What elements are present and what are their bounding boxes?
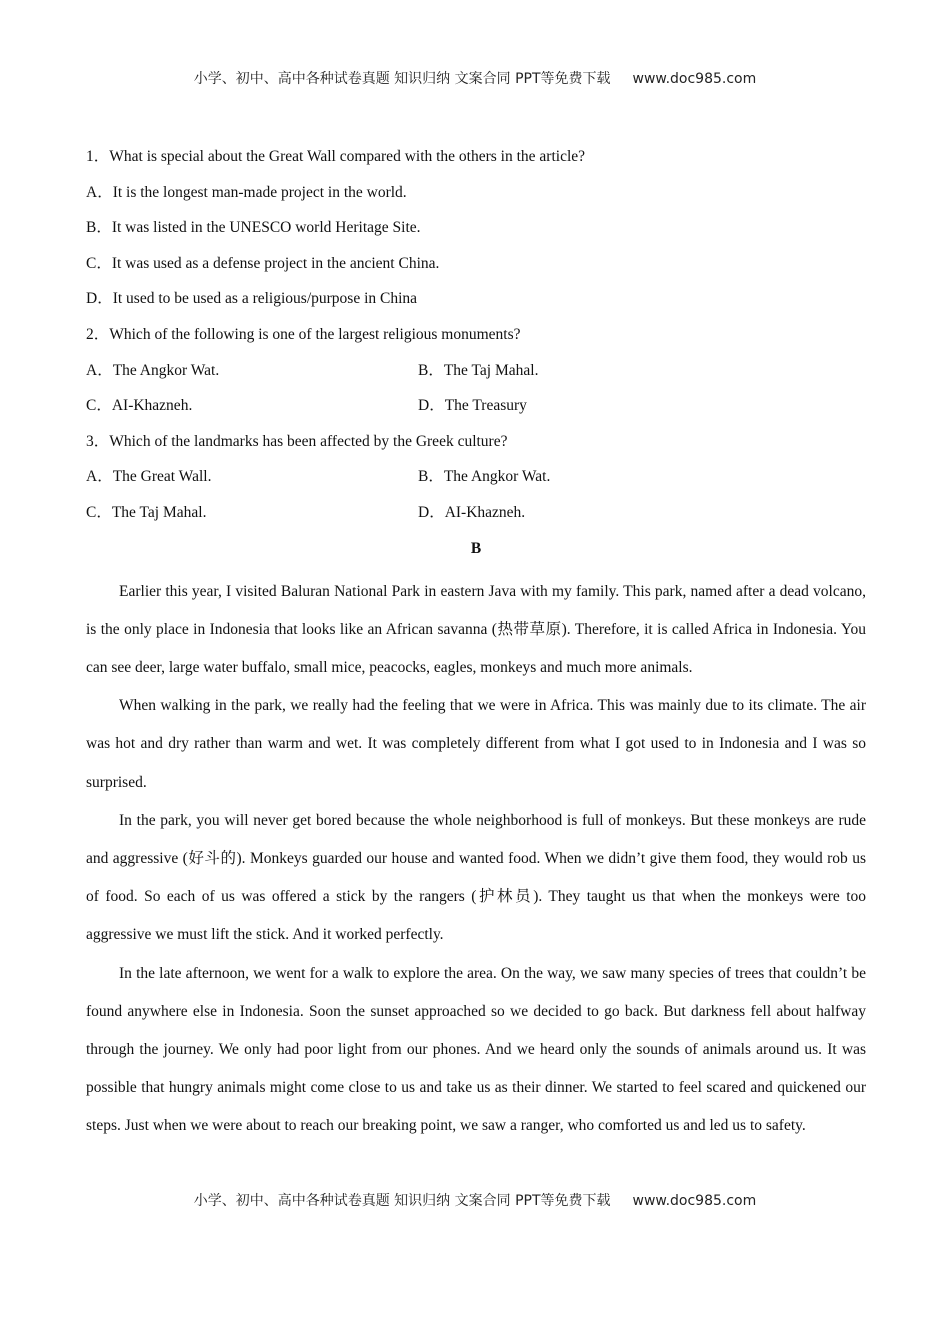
question-2-option-c: C．AI-Khazneh. — [86, 397, 193, 415]
page-content — [86, 145, 866, 1146]
passage-paragraph-2: When walking in the park, we really had the feeling that we were in Africa. This was mainly due to its climate. The air was hot and dry rather than warm and wet. It was completely different from what I got used to in Indonesia and I was so surprised. — [86, 697, 866, 791]
header-site-link[interactable]: www.doc985.com — [632, 71, 757, 87]
page-header — [0, 68, 950, 88]
question-3-stem: 3．Which of the landmarks has been affected by the Greek culture? — [86, 432, 508, 450]
passage-paragraph-4: In the late afternoon, we went for a walk to explore the area. On the way, we saw many species of trees that couldn’t be found anywhere else in Indonesia. Soon the sunset approached so we decided to go back. But darkness fell about halfway through the journey. We only had poor light from our phones. And we heard only the sounds of animals around us. It was possible that hungry animals might come close to us and take us as their dinner. We started to feel scared and quickened our steps. Just when we were about to reach our breaking point, we saw a ranger, who comforted us and led us to safety. — [86, 964, 866, 1135]
page-footer — [0, 1190, 950, 1210]
question-2-options-row-1 — [86, 359, 866, 395]
question-1-option-a: A．It is the longest man-made project in the world. — [86, 183, 407, 201]
question-1-stem: 1．What is special about the Great Wall compared with the others in the article? — [86, 148, 586, 165]
question-2-option-d: D．The Treasury — [418, 397, 527, 415]
passage-paragraph-3: In the park, you will never get bored because the whole neighborhood is full of monkeys. But these monkeys are rude and aggressive (好斗的). Monkeys guarded our house and wanted food. When we didn’t give them food, they would rob us of food. So each of us was offered a stick by the rangers (护林员). They taught us that when the monkeys were too aggressive we must lift the stick. And it worked perfectly. — [86, 811, 866, 944]
question-3-option-a: A．The Great Wall. — [86, 468, 212, 486]
question-2-option-b: B．The Taj Mahal. — [418, 361, 539, 379]
passage — [86, 573, 866, 1146]
question-3-option-c: C．The Taj Mahal. — [86, 503, 207, 521]
question-2-options-row-2 — [86, 394, 866, 430]
passage-paragraph-1: Earlier this year, I visited Baluran National Park in eastern Java with my family. This park, named after a dead volcano, is the only place in Indonesia that looks like an African savanna (热带草原). Therefore, it is called Africa in Indonesia. You can see deer, large water buffalo, small mice, peacocks, eagles, monkeys and much more animals. — [86, 582, 866, 676]
header-text: 小学、初中、高中各种试卷真题 知识归纳 文案合同 PPT等免费下载 — [193, 71, 611, 87]
footer-text: 小学、初中、高中各种试卷真题 知识归纳 文案合同 PPT等免费下载 — [193, 1193, 611, 1209]
question-3-option-d: D．AI-Khazneh. — [418, 503, 526, 521]
question-2-stem: 2．Which of the following is one of the largest religious monuments? — [86, 325, 521, 343]
question-2-option-a: A．The Angkor Wat. — [86, 361, 220, 379]
question-3-options-row-2 — [86, 501, 866, 537]
question-1-option-b: B．It was listed in the UNESCO world Heritage Site. — [86, 219, 421, 237]
question-3-options-row-1 — [86, 465, 866, 501]
question-1-option-d: D．It used to be used as a religious/purpose in China — [86, 290, 418, 308]
question-1-option-c: C．It was used as a defense project in the ancient China. — [86, 254, 440, 272]
footer-site-link[interactable]: www.doc985.com — [632, 1193, 757, 1209]
question-3-option-b: B．The Angkor Wat. — [418, 468, 551, 486]
section-title: B — [470, 539, 482, 557]
